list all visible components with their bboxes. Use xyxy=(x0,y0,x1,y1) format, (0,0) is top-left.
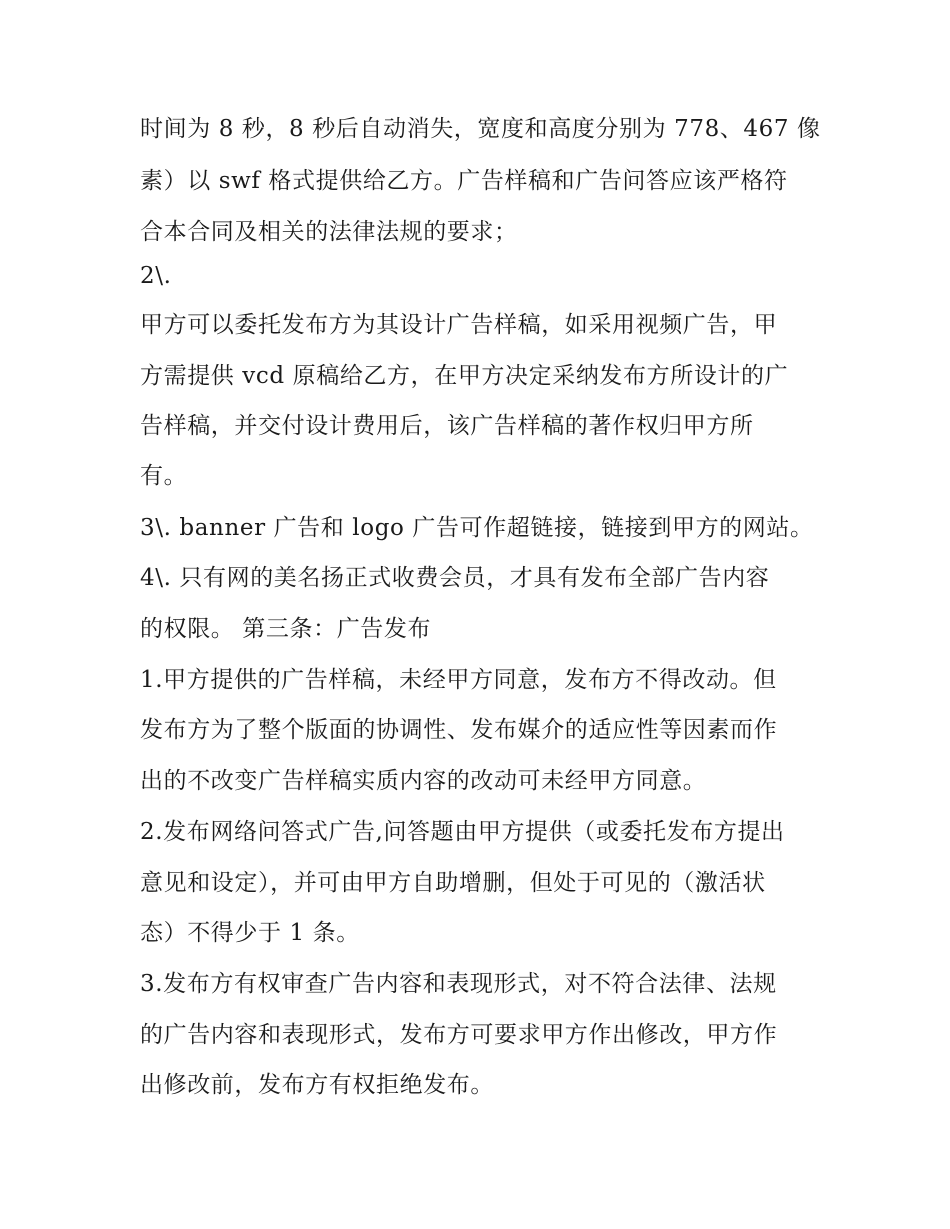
text-line: 出修改前，发布方有权拒绝发布。 xyxy=(140,1072,494,1098)
text-line: 2.发布网络问答式广告,问答题由甲方提供（或委托发布方提出 xyxy=(140,819,785,845)
text-line: 2\. xyxy=(140,263,172,289)
text-line: 1.甲方提供的广告样稿，未经甲方同意，发布方不得改动。但 xyxy=(140,667,777,693)
text-line: 出的不改变广告样稿实质内容的改动可未经甲方同意。 xyxy=(140,768,707,794)
text-line: 时间为 8 秒，8 秒后自动消失，宽度和高度分别为 778、467 像 xyxy=(140,116,821,142)
text-line: 甲方可以委托发布方为其设计广告样稿，如采用视频广告，甲 xyxy=(140,312,778,338)
text-line: 的权限。 第三条：广告发布 xyxy=(140,616,432,642)
text-line: 3\. banner 广告和 logo 广告可作超链接，链接到甲方的网站。 xyxy=(140,515,814,541)
text-line: 素）以 swf 格式提供给乙方。广告样稿和广告问答应该严格符 xyxy=(140,168,788,194)
text-line: 方需提供 vcd 原稿给乙方，在甲方决定采纳发布方所设计的广 xyxy=(140,363,789,389)
text-line: 发布方为了整个版面的协调性、发布媒介的适应性等因素而作 xyxy=(140,717,778,743)
text-line: 意见和设定），并可由甲方自助增删，但处于可见的（激活状 xyxy=(140,870,766,896)
text-line: 有。 xyxy=(140,463,188,489)
text-line: 3.发布方有权审查广告内容和表现形式，对不符合法律、法规 xyxy=(140,971,777,997)
text-line: 的广告内容和表现形式，发布方可要求甲方作出修改，甲方作 xyxy=(140,1022,778,1048)
text-line: 合本合同及相关的法律法规的要求； xyxy=(140,219,518,245)
text-line: 告样稿，并交付设计费用后，该广告样稿的著作权归甲方所 xyxy=(140,413,754,439)
text-line: 态）不得少于 1 条。 xyxy=(140,920,360,946)
text-line: 4\. 只有网的美名扬正式收费会员，才具有发布全部广告内容 xyxy=(140,565,770,591)
